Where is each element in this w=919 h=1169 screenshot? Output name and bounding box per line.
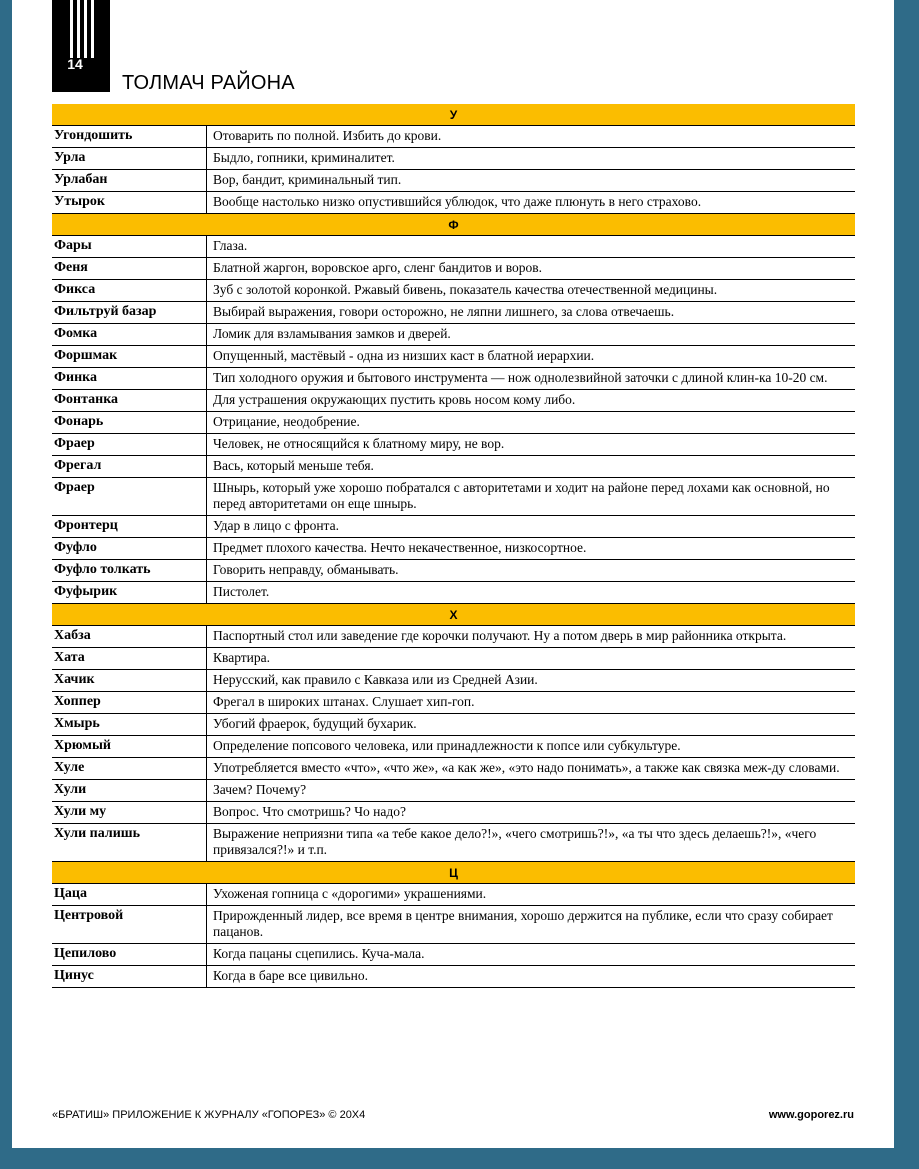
glossary-definition: Паспортный стол или заведение где корочки получают. Ну а потом дверь в мир районника открыта. (207, 626, 856, 648)
letter-heading: У (52, 104, 855, 126)
glossary-row (52, 346, 855, 368)
glossary-definition: Человек, не относящийся к блатному миру, не вор. (207, 434, 856, 456)
glossary-definition: Зачем? Почему? (207, 780, 856, 802)
glossary-row (52, 670, 855, 692)
letter-header-row (52, 862, 855, 884)
glossary-row (52, 302, 855, 324)
glossary-definition: Тип холодного оружия и бытового инструмента — нож однолезвийной заточки с длиной клин-ка 10-20 см. (207, 368, 856, 390)
glossary-term: Цаца (52, 884, 207, 906)
glossary-term: Хрюмый (52, 736, 207, 758)
glossary-definition: Вор, бандит, криминальный тип. (207, 170, 856, 192)
glossary-term: Фронтерц (52, 516, 207, 538)
glossary-row (52, 434, 855, 456)
glossary-row (52, 280, 855, 302)
page-title: ТОЛМАЧ РАЙОНА (122, 72, 295, 94)
glossary-row (52, 714, 855, 736)
glossary-term: Фонтанка (52, 390, 207, 412)
glossary-term: Фомка (52, 324, 207, 346)
glossary-term: Фуфырик (52, 582, 207, 604)
tab-stripe (77, 0, 80, 58)
glossary-row (52, 582, 855, 604)
glossary-term: Хабза (52, 626, 207, 648)
glossary-term: Форшмак (52, 346, 207, 368)
glossary-definition: Опущенный, мастёвый - одна из низших каст в блатной иерархии. (207, 346, 856, 368)
letter-heading: Ц (52, 862, 855, 884)
glossary-row (52, 780, 855, 802)
tab-stripe (91, 0, 94, 58)
glossary-term: Хмырь (52, 714, 207, 736)
glossary-definition: Глаза. (207, 236, 856, 258)
glossary-row (52, 802, 855, 824)
glossary-term: Хули (52, 780, 207, 802)
glossary-definition: Нерусский, как правило с Кавказа или из Средней Азии. (207, 670, 856, 692)
glossary-row (52, 126, 855, 148)
glossary-term: Феня (52, 258, 207, 280)
glossary-row (52, 368, 855, 390)
glossary-definition: Убогий фраерок, будущий бухарик. (207, 714, 856, 736)
page (12, 0, 894, 1148)
letter-header-row (52, 604, 855, 626)
glossary-term: Урлабан (52, 170, 207, 192)
glossary-term: Финка (52, 368, 207, 390)
glossary-term: Цинус (52, 966, 207, 988)
glossary-term: Фары (52, 236, 207, 258)
glossary-row (52, 560, 855, 582)
glossary-definition: Квартира. (207, 648, 856, 670)
glossary-definition: Для устрашения окружающих пустить кровь носом кому либо. (207, 390, 856, 412)
glossary-row (52, 758, 855, 780)
glossary-definition: Выражение неприязни типа «а тебе какое дело?!», «чего смотришь?!», «а ты что здесь делаешь?!», «чего привязался?!» и т.п. (207, 824, 856, 862)
glossary-table (52, 104, 855, 988)
glossary-term: Фуфло толкать (52, 560, 207, 582)
glossary-definition: Быдло, гопники, криминалитет. (207, 148, 856, 170)
page-tab (52, 0, 110, 92)
letter-header-row (52, 214, 855, 236)
glossary-row (52, 478, 855, 516)
glossary-row (52, 824, 855, 862)
glossary-definition: Удар в лицо с фронта. (207, 516, 856, 538)
glossary-definition: Выбирай выражения, говори осторожно, не ляпни лишнего, за слова отвечаешь. (207, 302, 856, 324)
glossary-term: Хули му (52, 802, 207, 824)
letter-heading: Х (52, 604, 855, 626)
glossary-definition: Вась, который меньше тебя. (207, 456, 856, 478)
glossary-term: Угондошить (52, 126, 207, 148)
glossary-definition: Определение попсового человека, или принадлежности к попсе или субкультуре. (207, 736, 856, 758)
glossary-term: Фильтруй базар (52, 302, 207, 324)
tab-stripe (84, 0, 87, 58)
glossary-definition: Отрицание, неодобрение. (207, 412, 856, 434)
glossary-term: Утырок (52, 192, 207, 214)
glossary-row (52, 258, 855, 280)
glossary-term: Центровой (52, 906, 207, 944)
glossary-definition: Шнырь, который уже хорошо побратался с авторитетами и ходит на районе перед лохами как основной, но перед авторитетами он еще шнырь. (207, 478, 856, 516)
glossary-definition: Предмет плохого качества. Нечто некачественное, низкосортное. (207, 538, 856, 560)
glossary-definition: Ломик для взламывания замков и дверей. (207, 324, 856, 346)
glossary-term: Фраер (52, 478, 207, 516)
page-number: 14 (67, 56, 83, 72)
glossary-row (52, 966, 855, 988)
glossary-definition: Зуб с золотой коронкой. Ржавый бивень, показатель качества отечественной медицины. (207, 280, 856, 302)
glossary-row (52, 412, 855, 434)
letter-heading: Ф (52, 214, 855, 236)
glossary-term: Хата (52, 648, 207, 670)
glossary-term: Фрегал (52, 456, 207, 478)
glossary-definition: Прирожденный лидер, все время в центре внимания, хорошо держится на публике, если что сразу собирает пацанов. (207, 906, 856, 944)
glossary-definition: Вопрос. Что смотришь? Чо надо? (207, 802, 856, 824)
glossary-term: Хули палишь (52, 824, 207, 862)
glossary-term: Фраер (52, 434, 207, 456)
glossary-definition: Блатной жаргон, воровское арго, сленг бандитов и воров. (207, 258, 856, 280)
glossary-row (52, 324, 855, 346)
glossary-term: Хоппер (52, 692, 207, 714)
glossary-definition: Фрегал в широких штанах. Слушает хип-гоп. (207, 692, 856, 714)
glossary-row (52, 692, 855, 714)
glossary-definition: Ухоженая гопница с «дорогими» украшениями. (207, 884, 856, 906)
glossary-row (52, 236, 855, 258)
glossary-term: Фуфло (52, 538, 207, 560)
footer-copyright: «БРАТИШ» ПРИЛОЖЕНИЕ К ЖУРНАЛУ «ГОПОРЕЗ» © 20Х4 (52, 1109, 366, 1121)
glossary-row (52, 456, 855, 478)
glossary-definition: Отоварить по полной. Избить до крови. (207, 126, 856, 148)
glossary-row (52, 648, 855, 670)
glossary-term: Урла (52, 148, 207, 170)
glossary-definition: Пистолет. (207, 582, 856, 604)
glossary-row (52, 192, 855, 214)
footer-website-link[interactable]: www.goporez.ru (768, 1109, 854, 1121)
glossary-row (52, 944, 855, 966)
glossary-row (52, 538, 855, 560)
glossary-definition: Говорить неправду, обманывать. (207, 560, 856, 582)
glossary-row (52, 148, 855, 170)
glossary-row (52, 390, 855, 412)
glossary-definition: Когда в баре все цивильно. (207, 966, 856, 988)
glossary-definition: Употребляется вместо «что», «что же», «а как же», «это надо понимать», а также как связка меж-ду словами. (207, 758, 856, 780)
glossary-row (52, 626, 855, 648)
glossary-term: Хуле (52, 758, 207, 780)
glossary-term: Цепилово (52, 944, 207, 966)
glossary-term: Фонарь (52, 412, 207, 434)
letter-header-row (52, 104, 855, 126)
glossary-row (52, 516, 855, 538)
glossary-definition: Когда пацаны сцепились. Куча-мала. (207, 944, 856, 966)
glossary-row (52, 170, 855, 192)
glossary-definition: Вообще настолько низко опустившийся ублюдок, что даже плюнуть в него страхово. (207, 192, 856, 214)
tab-stripe (70, 0, 73, 58)
glossary-term: Фикса (52, 280, 207, 302)
glossary-row (52, 884, 855, 906)
glossary-row (52, 906, 855, 944)
glossary-term: Хачик (52, 670, 207, 692)
glossary-row (52, 736, 855, 758)
